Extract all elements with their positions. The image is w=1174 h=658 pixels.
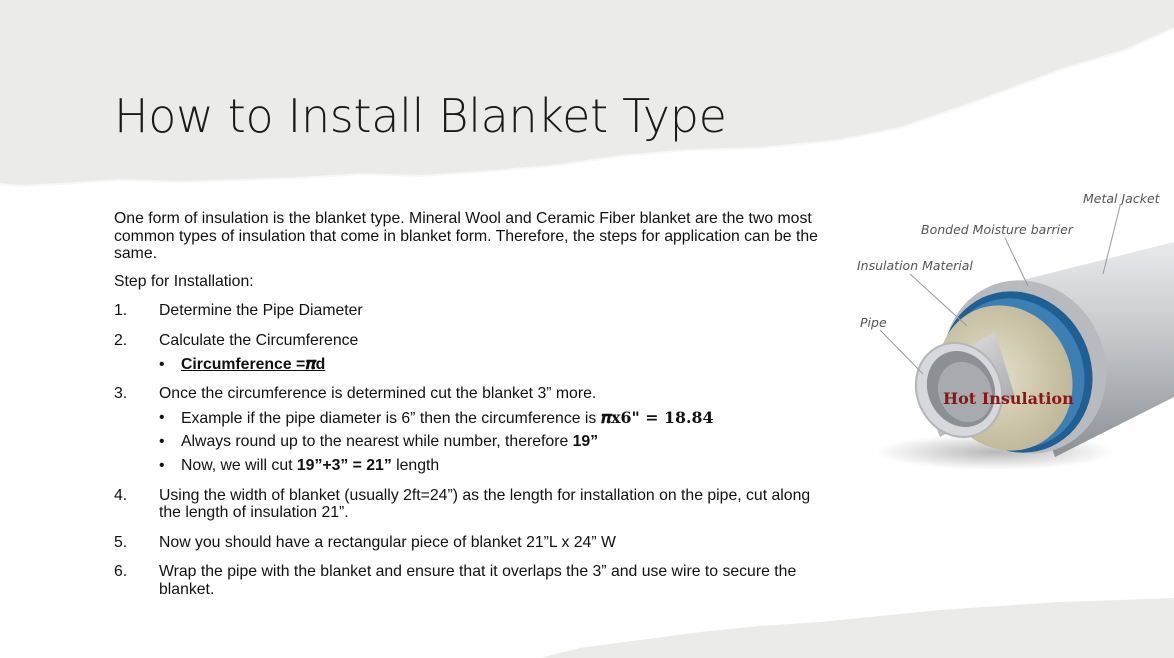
step-1 (114, 302, 834, 320)
label-moisture-barrier: Bonded Moisture barrier (921, 222, 1073, 237)
step-5 (114, 534, 834, 552)
pipe-insulation-diagram (845, 182, 1174, 482)
step-number: 6. (114, 563, 128, 581)
step-text: Calculate the Circumference (159, 331, 359, 349)
cut-suffix: length (391, 456, 440, 474)
example-text: Example if the pipe diameter is 6” then the circumference is (181, 409, 601, 427)
step-3 (114, 385, 834, 474)
step-6 (114, 563, 834, 598)
leader-moisture-barrier (1005, 238, 1028, 286)
step-text: Determine the Pipe Diameter (159, 302, 363, 320)
bullet-icon: • (159, 456, 165, 474)
step-text: Wrap the pipe with the blanket and ensure that it overlaps the 3” and use wire to secure the blanket. (159, 563, 797, 598)
label-metal-jacket: Metal Jacket (1083, 191, 1160, 206)
list-item (159, 409, 834, 428)
round-value: 19” (572, 433, 599, 451)
leader-pipe (880, 330, 923, 374)
step-number: 2. (114, 331, 128, 349)
step-number: 4. (114, 486, 128, 504)
slide-body (114, 210, 834, 611)
figure-caption: Hot Insulation (943, 389, 1074, 408)
list-item (159, 356, 834, 374)
page-title: How to Install Blanket Type (114, 89, 727, 143)
step-4 (114, 487, 834, 522)
label-insulation-material: Insulation Material (857, 258, 973, 273)
step-2 (114, 332, 834, 373)
steps-heading: Step for Installation: (114, 272, 254, 290)
list-item (159, 433, 834, 451)
step-3-sublist (159, 409, 834, 475)
round-text: Always round up to the nearest while number, therefore (181, 433, 573, 451)
leader-insulation (910, 274, 967, 326)
cut-text: Now, we will cut (181, 456, 297, 474)
step-number: 3. (114, 385, 128, 403)
step-2-sublist (159, 356, 834, 374)
step-number: 5. (114, 533, 128, 551)
label-pipe: Pipe (860, 315, 887, 330)
intro-paragraph: One form of insulation is the blanket type. Mineral Wool and Ceramic Fiber blanket are the two most common types of insulation that come in blanket form. Therefore, the steps for application can be the same. (114, 210, 818, 263)
cut-value: 19”+3” = 21” (296, 456, 392, 474)
step-text: Once the circumference is determined cut the blanket 3” more. (159, 385, 597, 403)
step-text: Now you should have a rectangular piece of blanket 21”L x 24” W (159, 533, 616, 551)
bullet-icon: • (159, 355, 165, 373)
example-equation: 𝝅x6" = 18.84 (600, 407, 714, 427)
bullet-icon: • (159, 408, 165, 426)
step-number: 1. (114, 302, 128, 320)
bullet-icon: • (159, 433, 165, 451)
circumference-formula: Circumference =𝝅d (181, 355, 326, 373)
list-item (159, 457, 834, 475)
step-text: Using the width of blanket (usually 2ft=24”) as the length for installation on the pipe, cut along the length of insulation 21”. (159, 486, 811, 522)
